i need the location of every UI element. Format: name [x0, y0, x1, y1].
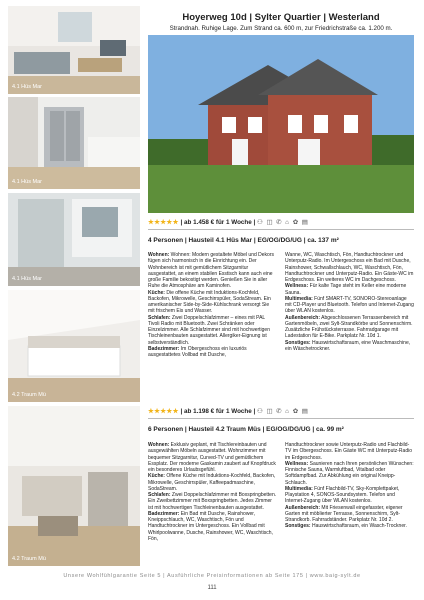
- paragraph: Wohnen: Exklusiv geplant, mit Tischlereinbauten und ausgewählten Möbeln ausgestattet. Wohnzimmer mit bequemer Sitzgarnitur, Curved-TV und gemütlichem Essplatz. Der moderne Gaskamin zaubert auf Knopfdruck ein besonderes Urlaubsgefühl.: [148, 442, 276, 473]
- paragraph: Multimedia: Fünf Flachbild-TV, Sky-Komplettpaket, Playstation 4, SONOS-Soundsystem. Telefon und Internet-Zugang über WLAN kostenlos.: [285, 485, 400, 505]
- photo-kitchen: [8, 97, 140, 189]
- photo-caption: 4.1 Hüs Mar: [12, 84, 42, 90]
- description-left: [148, 442, 277, 542]
- rating-stars: ★★★★★: [148, 219, 179, 226]
- paragraph: Wohnen: Wohnen: Modern gestaltete Möbel und Dekors fügen sich harmonisch in die Einrichtung ein. Der Wohnbereich ist mit gemütlichem Sitzgarnitur ausgestattet, an einem stabilen Esstisch kann auch eine große Familie bekostigt werden. Genießen Sie in aller Ruhe die Atmosphäre am Kaminofen.: [148, 252, 274, 290]
- unit-description: [148, 252, 414, 358]
- description-right: [285, 442, 414, 542]
- paragraph: Handtuchtrockner sowie Unterputz-Radio und Flachbild-TV im Obergeschoss. Ein Gäste WC mit Unterputz-Radio im Erdgeschoss.: [285, 442, 412, 461]
- photo-interior: [8, 406, 140, 566]
- page-footer: Unsere Wohlfühlgarantie Seite 5 | Ausführliche Preisinformationen ab Seite 175 | www.baig-sylt.de: [63, 573, 361, 579]
- rating-stars: ★★★★★: [148, 408, 179, 415]
- photo-caption: 4.2 Traum Mü: [12, 392, 46, 398]
- paragraph: Badezimmer: Ein Bad mit Dusche, Rainshower, Kneippschlauch, WC, Waschtisch, Fön und Handtuchtrockner im Untergeschoss. Ein Vollbad mit Whirlpoolwanne, Dusche, Rainshower, WC, Waschtisch, Fön,: [148, 510, 273, 542]
- description-right: [285, 252, 414, 358]
- photo-caption: 4.2 Traum Mü: [12, 556, 46, 562]
- photo-caption: 4.1 Hüs Mar: [12, 179, 42, 185]
- paragraph: Sonstiges: Hauswirtschaftsraum, ein Wasch-Trockner.: [285, 523, 407, 530]
- photo-house-exterior: [148, 35, 414, 213]
- unit-price-bar: [148, 219, 414, 230]
- description-left: [148, 252, 277, 358]
- unit-title: 4 Personen | Hausteil 4.1 Hüs Mar | EG/OG/DG/UG | ca. 137 m²: [148, 237, 339, 244]
- photo-living-room: [8, 6, 140, 94]
- paragraph: Außenbereich: Abgeschlossenen Terrassenbereich mit Gartenmöbeln, zwei Sylt-Strandkörbe und Sonnenschirm. Zusätzliche Frühstücksterrasse. Fahrradgarage mit Ladestation für E-Bike. Parkplatz Nr. 10d 1.: [285, 314, 413, 340]
- paragraph: Schlafen: Zwei Doppelschlafzimmer mit Boxspringbetten. Ein Zweibettzimmer mit Boxspringbetten. Jedes Zimmer ist mit hochwertigen Tischleinenbauten ausgestattet.: [148, 492, 277, 511]
- price-label: | ab 1.198 € für 1 Woche |: [180, 408, 256, 415]
- amenity-icons: ⚇ ◫ ✆ ⌂ ✿ ▤: [257, 408, 309, 415]
- property-title: Hoyerweg 10d | Sylter Quartier | Westerland: [182, 12, 380, 23]
- page-number: 111: [207, 585, 217, 591]
- paragraph: Wanne, WC, Waschtisch, Fön, Handtuchtrockner und Unterputz-Radio. Im Untergeschoss ein Bad mit Dusche, Rainshower, Schwallschlauch, WC, Waschtisch, Fön, Handtuchtrockner und Unterputz-Radio. Ein Gäste-WC im Erdgeschoss. Ein weiteres WC im Dachgeschoss.: [285, 252, 414, 283]
- paragraph: Wellness: Saunieren nach Ihren persönlichen Wünschen: Finnische Sauna, Warmluftbad, Vitalbad oder Softdampfbad. Zur Abkühlung ein original Kneipp-Schlauch.: [285, 460, 414, 486]
- paragraph: Badezimmer: Im Obergeschoss ein luxuriös ausgestattetes Vollbad mit Dusche,: [148, 345, 247, 358]
- photo-caption: 4.1 Hüs Mar: [12, 276, 42, 282]
- property-subtitle: Strandnah. Ruhige Lage. Zum Strand ca. 600 m, zur Friedrichstraße ca. 1.200 m.: [169, 25, 393, 32]
- paragraph: Küche: Die offene Küche mit Induktions-Kochfeld, Backofen, Mikrowelle, Geschirrspüler, SodaStream. Ein amerikanischer Side-by-Side-Kühlschrank versorgt Sie mit frischem Eis und Wasser.: [148, 289, 271, 315]
- photo-bedroom: [8, 290, 140, 402]
- unit-description: [148, 442, 414, 542]
- amenity-icons: ⚇ ◫ ✆ ⌂ ✿ ▤: [257, 219, 309, 226]
- property-header: [148, 6, 414, 32]
- paragraph: Küche: Offene Küche mit Induktions-Kochfeld, Backofen, Mikrowelle, Geschirrspüler, Kaffeepadmaschine, SodaStream.: [148, 473, 276, 492]
- paragraph: Wellness: Für kalte Tage steht im Keller eine moderne Sauna.: [285, 283, 407, 296]
- paragraph: Schlafen: Zwei Doppelschlafzimmer – eines mit PAL Tivoli Radio mit Bluetooth. Zwei Schränken oder Einzelzimmer. Alle Schlafzimmer sind mit hochwertigen Tischleinenbauten ausgestattet. Allergiker-Eignung ist selbstverständlich.: [148, 314, 270, 346]
- paragraph: Außenbereich: Mit Friesenwall eingefasster, eigener Garten mit möblierter Terrasse, Sonnenschirm, Sylt-Strandkorb. Fahrradständer. Parkplatz Nr. 10d 2.: [285, 504, 403, 523]
- photo-bathroom: [8, 193, 140, 286]
- price-label: | ab 1.458 € für 1 Woche |: [180, 219, 256, 226]
- unit-title: 6 Personen | Hausteil 4.2 Traum Müs | EG/OG/DG/UG | ca. 99 m²: [148, 426, 344, 433]
- unit-price-bar: [148, 408, 414, 419]
- paragraph: Sonstiges: Hauswirtschaftsraum, eine Waschmaschine, ein Wäschetrockner.: [285, 339, 411, 352]
- paragraph: Multimedia: Fünf SMART-TV, SONORO-Stereoanlage mit CD-Player und Bluetooth. Telefon und Internet-Zugang über WLAN kostenlos.: [285, 295, 414, 315]
